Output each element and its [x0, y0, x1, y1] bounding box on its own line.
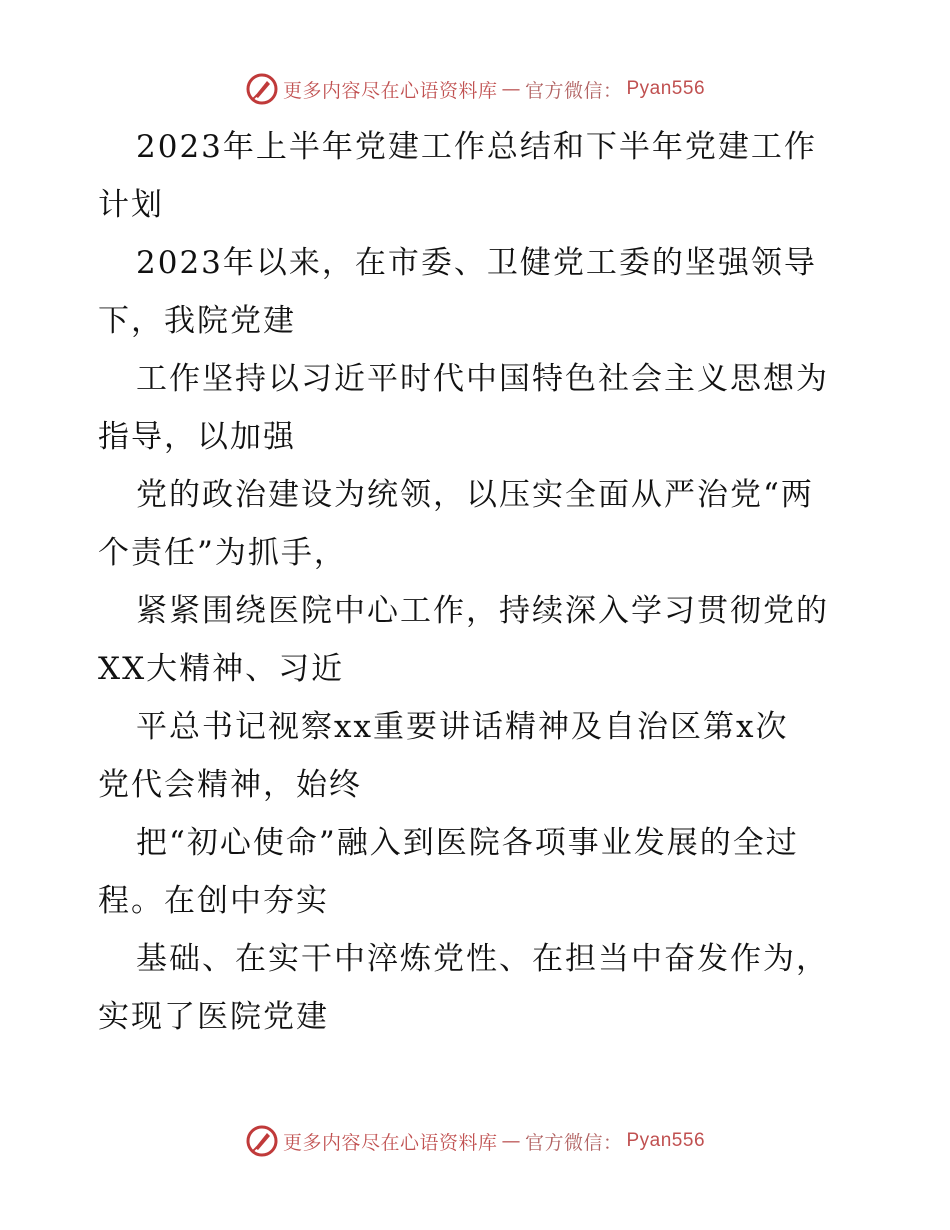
- watermark-separator: —: [501, 78, 521, 100]
- watermark-separator: —: [501, 1130, 521, 1152]
- footer-watermark: [0, 1124, 950, 1158]
- paragraph: [98, 350, 858, 466]
- text-line: 平总书记视察xx重要讲话精神及自治区第x次: [136, 709, 789, 745]
- document-body: [98, 118, 858, 1046]
- paragraph: [98, 118, 858, 234]
- text-line: 基础、在实干中淬炼党性、在担当中奋发作为，: [136, 941, 829, 977]
- text-line: 实现了医院党建: [98, 999, 329, 1035]
- text-line: 紧紧围绕医院中心工作，持续深入学习贯彻党的: [136, 593, 829, 629]
- text-line: 把“初心使命”融入到医院各项事业发展的全过: [136, 825, 799, 861]
- watermark-wechat-id: Pyan556: [626, 1130, 706, 1151]
- text-line: 指导，以加强: [98, 419, 296, 455]
- quill-pen-logo-icon: [245, 72, 279, 106]
- watermark-wechat-id: Pyan556: [626, 78, 706, 99]
- text-line: 计划: [98, 187, 164, 223]
- quill-pen-logo-icon: [245, 1124, 279, 1158]
- paragraph: [98, 234, 858, 350]
- text-line: 个责任”为抓手，: [98, 535, 347, 571]
- paragraph: [98, 698, 858, 814]
- paragraph: [98, 930, 858, 1046]
- header-watermark: [0, 72, 950, 106]
- text-line: 工作坚持以习近平时代中国特色社会主义思想为: [136, 361, 829, 397]
- text-line: 2023年上半年党建工作总结和下半年党建工作: [136, 129, 817, 165]
- watermark-wechat-label: 官方微信：: [524, 1131, 623, 1154]
- text-line: 下，我院党建: [98, 303, 296, 339]
- text-line: 党的政治建设为统领，以压实全面从严治党“两: [136, 477, 814, 513]
- text-line: 党代会精神，始终: [98, 767, 362, 803]
- paragraph: [98, 814, 858, 930]
- text-line: 程。在创中夯实: [98, 883, 329, 919]
- paragraph: [98, 582, 858, 698]
- watermark-brand: 更多内容尽在心语资料库: [282, 79, 498, 102]
- text-line: XX大精神、习近: [98, 651, 345, 687]
- watermark-brand: 更多内容尽在心语资料库: [282, 1131, 498, 1154]
- text-line: 2023年以来，在市委、卫健党工委的坚强领导: [136, 245, 817, 281]
- paragraph: [98, 466, 858, 582]
- watermark-wechat-label: 官方微信：: [524, 79, 623, 102]
